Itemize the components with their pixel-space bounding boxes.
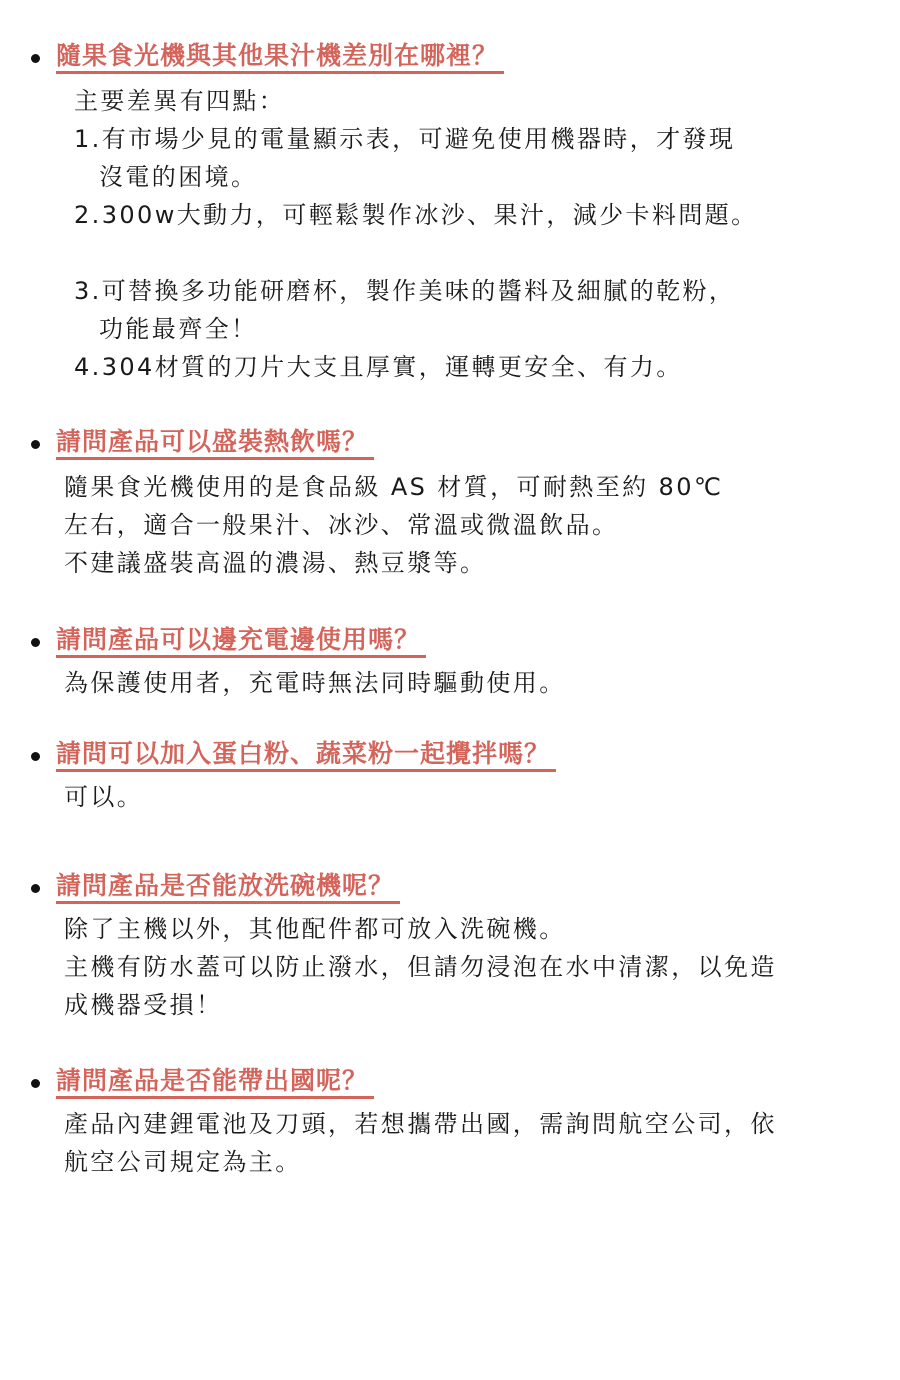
faq-answer-line: 主要差異有四點： — [74, 87, 286, 115]
faq-question — [0, 1065, 900, 1099]
faq-question-text: 請問產品可以盛裝熱飲嗎？ — [56, 427, 374, 460]
faq-answer-line: 1.有市場少見的電量顯示表，可避免使用機器時，才發現 — [74, 125, 736, 153]
faq-question — [0, 870, 900, 904]
bullet-icon — [31, 884, 40, 893]
faq-question-text: 請問產品可以邊充電邊使用嗎？ — [56, 625, 426, 658]
faq-question — [0, 426, 900, 460]
bullet-icon — [31, 54, 40, 63]
faq-item-charging — [0, 624, 900, 697]
faq-item-differences — [0, 40, 900, 381]
faq-answer-line: 隨果食光機使用的是食品級 AS 材質，可耐熱至約 80℃ — [64, 473, 724, 501]
faq-item-dishwasher — [0, 870, 900, 1019]
bullet-icon — [31, 638, 40, 647]
faq-question — [0, 738, 900, 772]
faq-question-text: 請問產品是否能帶出國呢？ — [56, 1066, 374, 1099]
faq-question — [0, 624, 900, 658]
faq-question-text: 請問可以加入蛋白粉、蔬菜粉一起攪拌嗎？ — [56, 739, 556, 772]
bullet-icon — [31, 440, 40, 449]
faq-answer-line: 為保護使用者，充電時無法同時驅動使用。 — [64, 669, 566, 697]
faq-answer-line: 不建議盛裝高溫的濃湯、熱豆漿等。 — [64, 549, 487, 577]
faq-answer-line: 4.304材質的刀片大支且厚實，運轉更安全、有力。 — [74, 353, 683, 381]
faq-item-travel — [0, 1065, 900, 1176]
faq-answer-line: 可以。 — [64, 783, 144, 811]
faq-answer-line: 除了主機以外，其他配件都可放入洗碗機。 — [64, 915, 566, 943]
bullet-icon — [31, 1079, 40, 1088]
faq-answer-line: 沒電的困境。 — [99, 163, 258, 191]
faq-answer-line: 3.可替換多功能研磨杯，製作美味的醬料及細膩的乾粉， — [74, 277, 736, 305]
faq-answer-line: 主機有防水蓋可以防止潑水，但請勿浸泡在水中清潔，以免造 — [64, 953, 777, 981]
faq-answer-line: 2.300w大動力，可輕鬆製作冰沙、果汁，減少卡料問題。 — [74, 201, 758, 229]
faq-answer-line: 左右，適合一般果汁、冰沙、常溫或微溫飲品。 — [64, 511, 619, 539]
faq-answer-line: 成機器受損！ — [64, 991, 223, 1019]
faq-item-protein-powder — [0, 738, 900, 811]
faq-answer-line: 功能最齊全！ — [99, 315, 258, 343]
faq-question-text: 隨果食光機與其他果汁機差別在哪裡？ — [56, 41, 504, 74]
bullet-icon — [31, 752, 40, 761]
faq-answer-line: 航空公司規定為主。 — [64, 1148, 302, 1176]
faq-item-hot-drinks — [0, 426, 900, 577]
faq-question — [0, 40, 900, 74]
faq-answer-line: 產品內建鋰電池及刀頭，若想攜帶出國，需詢問航空公司，依 — [64, 1110, 777, 1138]
faq-question-text: 請問產品是否能放洗碗機呢？ — [56, 871, 400, 904]
